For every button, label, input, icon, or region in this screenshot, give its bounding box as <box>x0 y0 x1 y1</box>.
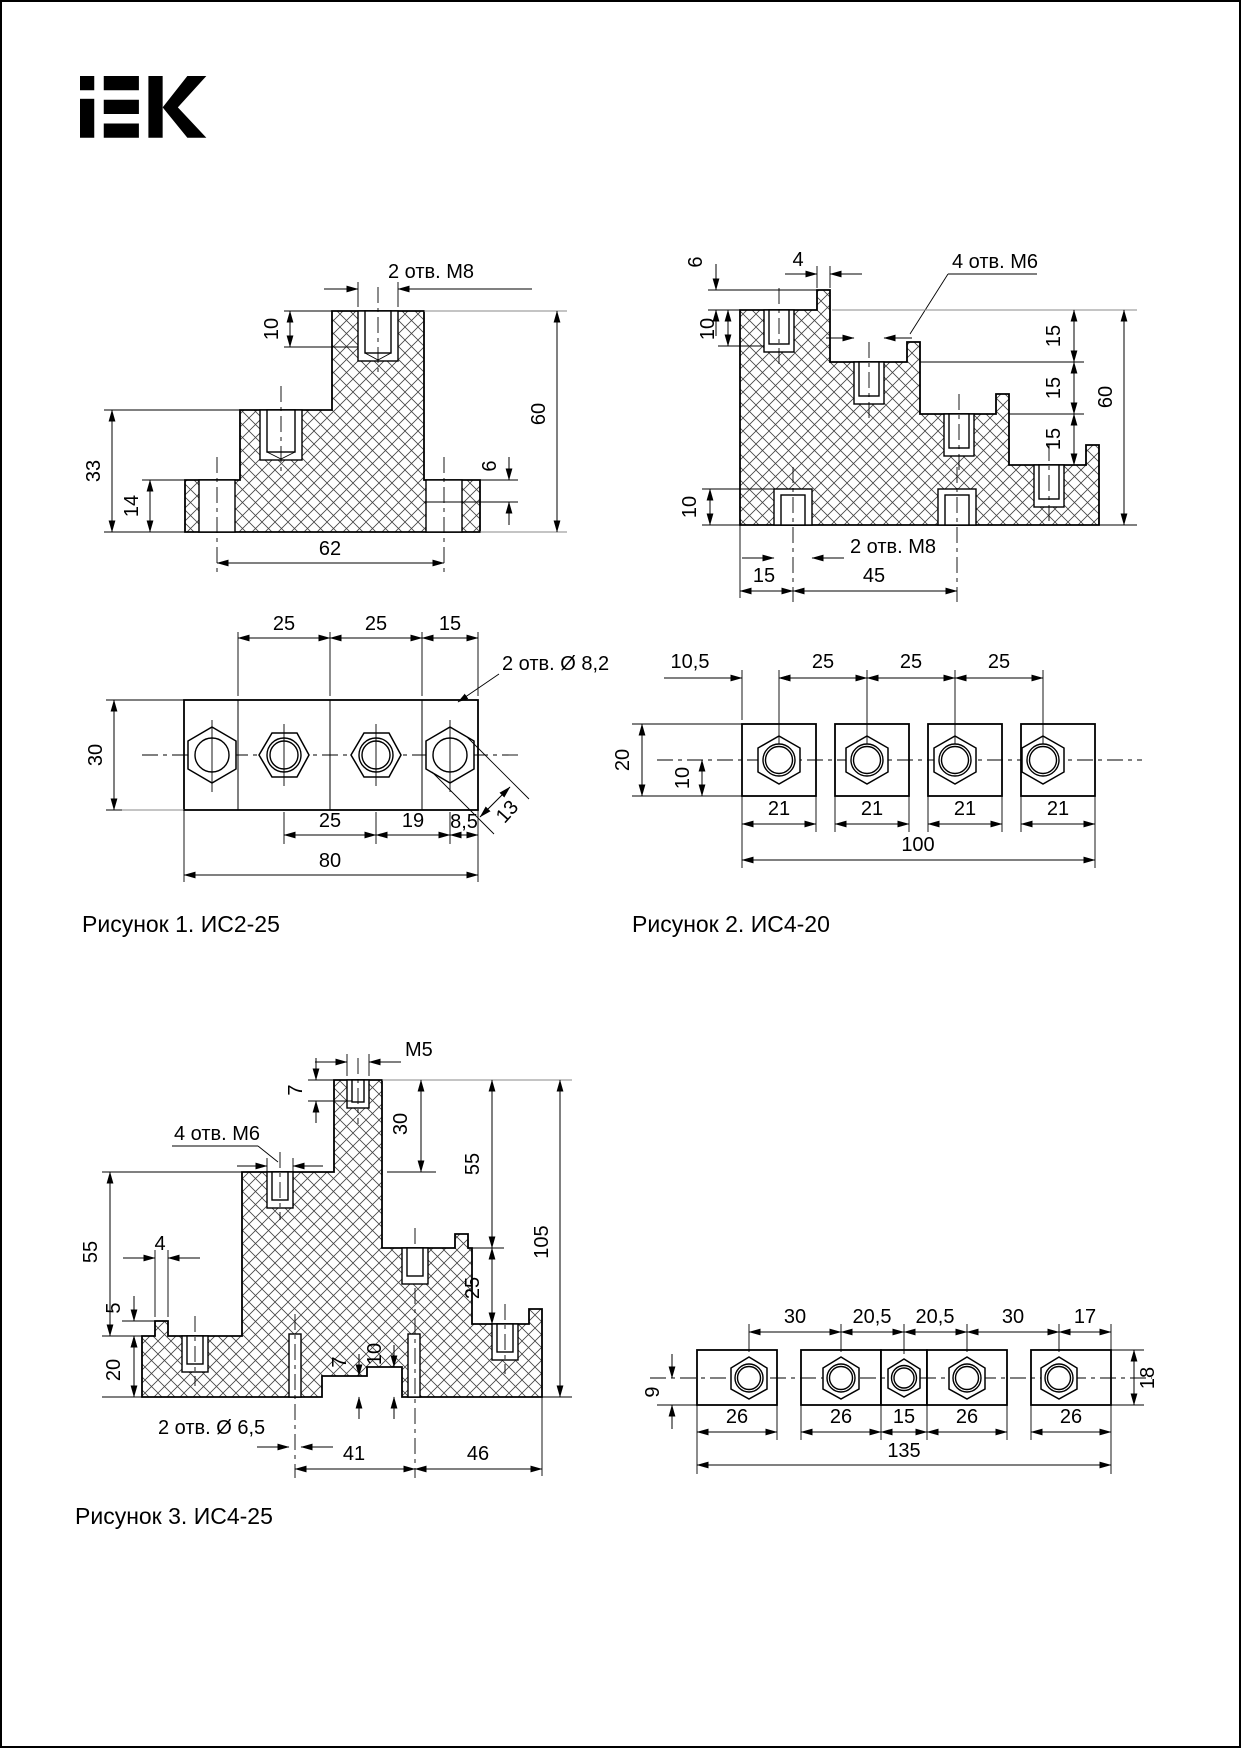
fig1-plan-dim-30 <box>85 700 184 810</box>
fig1-plan-hole-label <box>458 653 609 702</box>
dim-label: 25 <box>318 810 342 832</box>
dim-label: 25 <box>899 651 923 673</box>
dim-label: 15 <box>1043 324 1065 348</box>
dim-label: 26 <box>1059 1406 1083 1428</box>
dim-label: 25 <box>462 1276 484 1300</box>
figure3-side-view <box>80 1039 572 1478</box>
dim-label: 30 <box>783 1306 807 1328</box>
dim-label: 15 <box>892 1406 916 1428</box>
dim-label: 26 <box>725 1406 749 1428</box>
dim-label: 20 <box>103 1358 125 1382</box>
dim-label: 30 <box>85 743 107 767</box>
dim-label: 25 <box>272 613 296 635</box>
dim-label: 15 <box>1043 427 1065 451</box>
dim-label: 10 <box>679 495 701 519</box>
dim-label: 9 <box>642 1386 664 1398</box>
dim-label: 4 <box>154 1233 166 1255</box>
dim-label-fig2-hole-bot: 2 отв. М8 <box>850 536 937 558</box>
iek-logo <box>80 76 206 138</box>
fig3-slot-dims <box>158 1397 542 1476</box>
technical-drawing-canvas <box>2 2 1241 1748</box>
figure3-plan-view <box>642 1306 1159 1474</box>
dim-label-fig1-hole: 2 отв. М8 <box>388 261 475 283</box>
figure1-side-view <box>83 261 567 574</box>
figure1-plan-view <box>85 613 609 882</box>
dim-label: 105 <box>531 1225 553 1259</box>
dim-label: 10,5 <box>670 651 710 673</box>
dim-label: 10 <box>672 766 694 790</box>
dim-label: 41 <box>342 1443 366 1465</box>
dim-label: 15 <box>752 565 776 587</box>
fig3-dim-55r-25r <box>462 1080 504 1324</box>
dim-label: 30 <box>390 1112 412 1136</box>
dim-label: 15 <box>1043 376 1065 400</box>
dim-label: 18 <box>1137 1366 1159 1390</box>
dim-label: М5 <box>405 1039 433 1061</box>
dim-label: 100 <box>901 834 935 856</box>
fig1-plan-bottom-dims <box>122 810 478 882</box>
dim-label: 20,5 <box>915 1306 955 1328</box>
dim-label: 19 <box>401 810 425 832</box>
dim-label: 21 <box>767 798 791 820</box>
fig3-dim-m5 <box>315 1039 433 1076</box>
dim-label: 14 <box>121 494 143 518</box>
dim-label: 55 <box>80 1240 102 1264</box>
fig1-dim-hole-label <box>324 261 532 307</box>
fig3-plan-top-dims <box>749 1306 1111 1354</box>
dim-label: 30 <box>1001 1306 1025 1328</box>
dim-label: 21 <box>860 798 884 820</box>
fig3-plan-bottom-dims <box>697 1405 1111 1474</box>
dim-label: 45 <box>862 565 886 587</box>
dim-label: 60 <box>1095 385 1117 409</box>
dim-label: 6 <box>479 460 501 472</box>
dim-label: 25 <box>364 613 388 635</box>
dim-label-fig3-holes: 4 отв. М6 <box>174 1123 261 1145</box>
dim-label: 80 <box>318 850 342 872</box>
dim-label: 13 <box>491 796 524 828</box>
dim-label: 10 <box>364 1342 386 1366</box>
dim-label: 20,5 <box>852 1306 892 1328</box>
dim-label: 7 <box>285 1084 307 1096</box>
dim-label: 25 <box>987 651 1011 673</box>
figure1-caption: Рисунок 1. ИС2-25 <box>82 911 280 937</box>
figure2-caption: Рисунок 2. ИС4-20 <box>632 911 830 937</box>
dim-label-fig2-hole-top: 4 отв. М6 <box>952 251 1039 273</box>
fig2-dim-4 <box>785 249 862 288</box>
dim-label: 25 <box>811 651 835 673</box>
dim-label: 26 <box>829 1406 853 1428</box>
dim-label: 7 <box>329 1356 351 1368</box>
figure2-plan-view <box>612 651 1142 868</box>
fig2-hole-top-label <box>826 251 1038 338</box>
dim-label: 6 <box>685 256 707 268</box>
dim-label: 55 <box>462 1152 484 1176</box>
figure2-side-view <box>679 249 1137 602</box>
fig1-plan-top-dims <box>238 613 478 696</box>
fig3-hole-label <box>172 1123 323 1172</box>
dim-label: 20 <box>612 748 634 772</box>
dim-label: 21 <box>953 798 977 820</box>
dim-label: 135 <box>887 1440 921 1462</box>
dim-label: 5 <box>103 1302 125 1314</box>
fig1-dim-62 <box>217 538 444 563</box>
dim-label: 26 <box>955 1406 979 1428</box>
dim-label-fig1-plan-hole: 2 отв. Ø 8,2 <box>502 653 610 675</box>
dim-label: 8,5 <box>450 811 478 833</box>
dim-label: 4 <box>792 249 804 271</box>
fig2-plan-bottom-dims <box>742 796 1095 868</box>
dim-label: 46 <box>466 1443 490 1465</box>
dim-label: 60 <box>528 402 550 426</box>
fig1-dim-14 <box>121 480 185 532</box>
dim-label: 10 <box>697 317 719 341</box>
dim-label: 21 <box>1046 798 1070 820</box>
dim-label: 62 <box>318 538 342 560</box>
dim-label: 10 <box>261 317 283 341</box>
dim-label: 33 <box>83 459 105 483</box>
figure3-caption: Рисунок 3. ИС4-25 <box>75 1503 273 1529</box>
dim-label-fig3-slots: 2 отв. Ø 6,5 <box>158 1417 266 1439</box>
dim-label: 17 <box>1073 1306 1097 1328</box>
dim-label: 15 <box>438 613 462 635</box>
